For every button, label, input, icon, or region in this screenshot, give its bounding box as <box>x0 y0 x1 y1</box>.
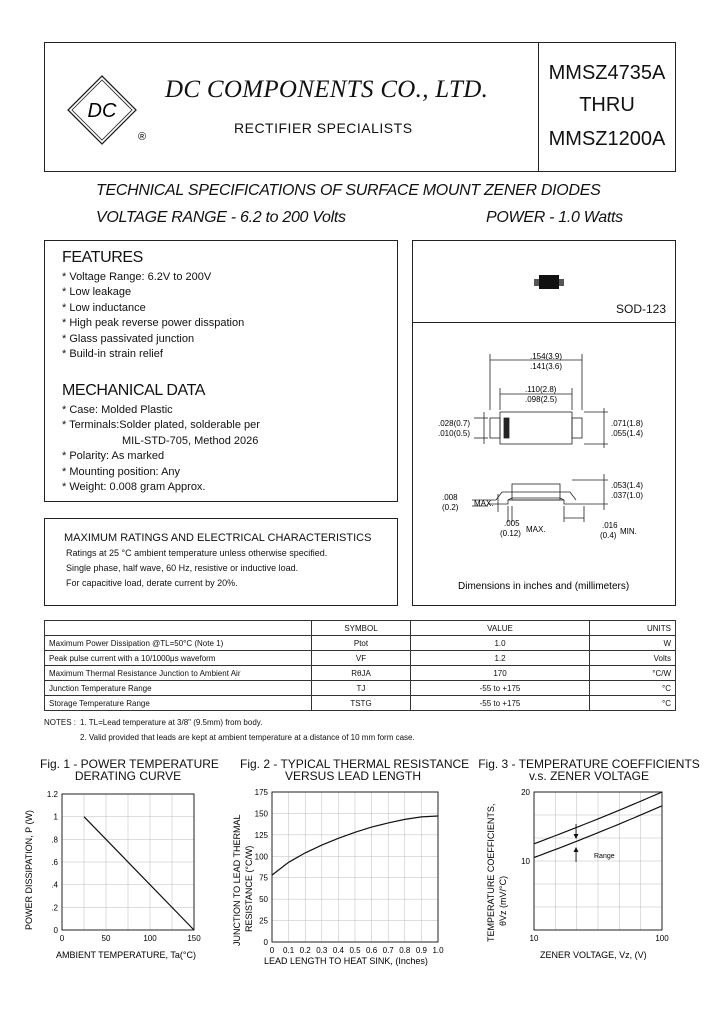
ratings-note: Ratings at 25 °C ambient temperature unless otherwise specified. <box>66 548 328 558</box>
feature-item: * Glass passivated junction <box>62 332 195 345</box>
registered-mark: ® <box>138 131 147 143</box>
fig3-chart <box>476 786 702 966</box>
table-header-cell: UNITS <box>590 621 676 636</box>
logo-text: DC <box>87 100 117 122</box>
fig2-plot-area <box>255 788 444 955</box>
fig2-subtitle: VERSUS LEAD LENGTH <box>284 769 422 783</box>
x-tick-label: 0.2 <box>299 946 311 955</box>
table-header-cell <box>45 621 312 636</box>
package-photo <box>534 272 564 294</box>
company-tagline: RECTIFIER SPECIALISTS <box>234 120 413 136</box>
dim-height-max: .053(1.4) <box>611 481 644 490</box>
series-line-data <box>84 817 194 930</box>
mechanical-heading: MECHANICAL DATA <box>62 382 206 399</box>
lead-right <box>572 418 582 438</box>
x-tick-label: 0 <box>59 934 65 943</box>
feature-item: * Low leakage <box>62 286 132 299</box>
fig1-y-label: POWER DISSIPATION, P (W) <box>24 809 34 930</box>
dim-lead-width-max: .028(0.7) <box>438 419 471 428</box>
table-header-cell: SYMBOL <box>312 621 411 636</box>
x-tick-label: 0.5 <box>349 946 361 955</box>
dim-min: MIN. <box>620 527 637 536</box>
dim-max-2: MAX. <box>526 525 546 534</box>
note-2: 2. Valid provided that leads are kept at ambient temperature at a distance of 10 mm form case. <box>80 733 415 742</box>
table-cell: Maximum Thermal Resistance Junction to Ambient Air <box>45 666 312 681</box>
x-tick-label: 1.0 <box>432 946 444 955</box>
package-drawing <box>412 322 676 606</box>
table-row <box>45 696 676 711</box>
mechanical-list <box>62 403 260 495</box>
table-cell: RθJA <box>312 666 411 681</box>
fig3-range-label: Range <box>594 853 615 860</box>
mechanical-item: * Weight: 0.008 gram Approx. <box>62 481 206 494</box>
table-cell: Storage Temperature Range <box>45 696 312 711</box>
table-cell: °C <box>590 696 676 711</box>
table-cell: 1.0 <box>411 636 590 651</box>
fig2-y-label-1: JUNCTION TO LEAD THERMAL <box>232 814 242 946</box>
table-cell: °C/W <box>590 666 676 681</box>
feature-item: * Low inductance <box>62 301 146 314</box>
x-tick-label: 0.3 <box>316 946 328 955</box>
y-tick-label: 0 <box>263 938 268 947</box>
table-cell: Ptot <box>312 636 411 651</box>
y-tick-label: .2 <box>51 903 58 913</box>
table-cell: Volts <box>590 651 676 666</box>
x-tick-label: 0 <box>269 946 275 955</box>
x-tick-label: 0.6 <box>366 946 378 955</box>
lead-left <box>490 418 500 438</box>
y-tick-label: 1 <box>53 812 58 822</box>
range-arrowhead-bottom <box>574 847 579 852</box>
dim-length-max: .154(3.9) <box>530 352 563 361</box>
y-tick-label: 50 <box>259 895 268 905</box>
features-heading: FEATURES <box>62 249 143 266</box>
table-header-row <box>45 621 676 636</box>
y-tick-label: 1.2 <box>46 790 58 799</box>
x-tick-label: 0.9 <box>415 946 427 955</box>
mechanical-item: * Terminals:Solder plated, solderable per <box>62 419 260 432</box>
dim-body-max: .110(2.8) <box>525 385 557 394</box>
table-cell: -55 to +175 <box>411 696 590 711</box>
leads-side-view <box>488 498 584 504</box>
table-row <box>45 666 676 681</box>
x-tick-label: 150 <box>187 934 201 943</box>
ratings-table <box>44 620 676 711</box>
y-tick-label: .6 <box>51 858 58 867</box>
company-name: DC COMPONENTS CO., LTD. <box>165 76 489 103</box>
dim-width-max: .071(1.8) <box>611 419 644 428</box>
package-body <box>539 275 559 289</box>
table-cell: 1.2 <box>411 651 590 666</box>
fig2-x-label: LEAD LENGTH TO HEAT SINK, (Inches) <box>264 956 428 966</box>
fig2-chart <box>226 786 452 970</box>
table-cell: TSTG <box>312 696 411 711</box>
table-cell: °C <box>590 681 676 696</box>
fig3-plot-area <box>521 788 669 943</box>
dim-body-min: .098(2.5) <box>525 395 558 404</box>
body-top-view <box>500 412 572 444</box>
feature-item: * Voltage Range: 6.2V to 200V <box>62 271 212 283</box>
dim-height-min: .037(1.0) <box>611 491 644 500</box>
fig3-y-label-1: TEMPERATURE COEFFICIENTS, <box>486 803 496 942</box>
table-cell: Peak pulse current with a 10/1000μs waveform <box>45 651 312 666</box>
dim-standoff-mm: (0.2) <box>442 503 459 512</box>
fig1-chart <box>14 786 226 966</box>
x-tick-label: 10 <box>529 934 539 943</box>
dim-thickness-mm: (0.12) <box>500 529 521 538</box>
notes-label: NOTES : <box>44 718 77 727</box>
fig2-title: Fig. 2 - TYPICAL THERMAL RESISTANCE <box>240 757 470 771</box>
y-tick-label: .4 <box>51 880 58 890</box>
part-thru: THRU <box>579 94 635 116</box>
ratings-note: Single phase, half wave, 60 Hz, resistive or inductive load. <box>66 563 299 573</box>
voltage-range: VOLTAGE RANGE - 6.2 to 200 Volts <box>96 209 346 226</box>
note-1: 1. TL=Lead temperature at 3/8" (9.5mm) from body. <box>80 718 263 727</box>
table-cell: W <box>590 636 676 651</box>
fig1-title: Fig. 1 - POWER TEMPERATURE <box>40 757 219 771</box>
x-tick-label: 0.7 <box>382 946 394 955</box>
fig1-plot-area <box>47 790 201 943</box>
cathode-band <box>504 418 509 438</box>
dim-standoff: .008 <box>442 493 458 502</box>
x-tick-label: 0.8 <box>399 946 411 955</box>
mechanical-item: * Case: Molded Plastic <box>62 404 173 416</box>
features-list <box>62 270 244 362</box>
y-tick-label: 175 <box>254 788 268 797</box>
x-tick-label: 0.4 <box>332 946 344 955</box>
main-title: TECHNICAL SPECIFICATIONS OF SURFACE MOUNT ZENER DIODES <box>96 182 601 199</box>
fig3-y-label-2: θVz (mV/°C) <box>498 875 508 926</box>
mechanical-item: MIL-STD-705, Method 2026 <box>122 434 259 447</box>
table-cell: VF <box>312 651 411 666</box>
table-row <box>45 636 676 651</box>
y-tick-label: .8 <box>51 835 58 845</box>
y-tick-label: 25 <box>259 916 268 926</box>
dim-length-min: .141(3.6) <box>530 362 563 371</box>
mechanical-item: * Mounting position: Any <box>62 465 181 478</box>
dim-lead-length-mm: (0.4) <box>600 531 617 540</box>
fig1-subtitle: DERATING CURVE <box>74 769 182 783</box>
y-tick-label: 10 <box>521 857 530 866</box>
x-tick-label: 50 <box>101 934 111 943</box>
y-tick-label: 100 <box>254 852 268 862</box>
fig3-title: Fig. 3 - TEMPERATURE COEFFICIENTS <box>478 757 700 771</box>
table-header-cell: VALUE <box>411 621 590 636</box>
fig3-x-label: ZENER VOLTAGE, Vz, (V) <box>540 950 647 960</box>
dim-lead-length: .016 <box>602 521 618 530</box>
table-cell: -55 to +175 <box>411 681 590 696</box>
company-logo <box>62 72 150 152</box>
body-side-view <box>496 492 576 500</box>
ratings-note: For capacitive load, derate current by 20%. <box>66 578 238 588</box>
power-rating: POWER - 1.0 Watts <box>486 209 623 226</box>
part-number-from: MMSZ4735A <box>548 62 666 84</box>
part-number-to: MMSZ1200A <box>548 128 666 150</box>
feature-item: * Build-in strain relief <box>62 348 163 361</box>
table-cell: 170 <box>411 666 590 681</box>
table-row <box>45 651 676 666</box>
y-tick-label: 150 <box>254 809 268 819</box>
dim-thickness: .005 <box>504 519 520 528</box>
y-tick-label: 75 <box>259 873 268 883</box>
y-tick-label: 20 <box>521 788 530 797</box>
feature-item: * High peak reverse power disspation <box>62 317 245 330</box>
fig3-subtitle: v.s. ZENER VOLTAGE <box>528 769 650 783</box>
x-tick-label: 100 <box>655 934 669 943</box>
y-tick-label: 125 <box>254 830 268 840</box>
table-row <box>45 681 676 696</box>
dim-lead-width-min: .010(0.5) <box>438 429 471 438</box>
x-tick-label: 100 <box>143 934 157 943</box>
y-tick-label: 0 <box>53 926 58 935</box>
table-cell: Maximum Power Dissipation @TL=50°C (Note 1) <box>45 636 312 651</box>
mechanical-item: * Polarity: As marked <box>62 450 165 463</box>
ratings-heading: MAXIMUM RATINGS AND ELECTRICAL CHARACTERISTICS <box>64 532 372 544</box>
package-name: SOD-123 <box>616 302 667 316</box>
fig1-x-label: AMBIENT TEMPERATURE, Ta(°C) <box>56 950 196 960</box>
fig2-y-label-2: RESISTANCE (°C/W) <box>244 845 254 932</box>
dimension-caption: Dimensions in inches and (millimeters) <box>458 581 630 592</box>
table-cell: TJ <box>312 681 411 696</box>
x-tick-label: 0.1 <box>283 946 295 955</box>
dim-max-1: MAX. <box>474 499 494 508</box>
table-cell: Junction Temperature Range <box>45 681 312 696</box>
dim-width-min: .055(1.4) <box>611 429 644 438</box>
